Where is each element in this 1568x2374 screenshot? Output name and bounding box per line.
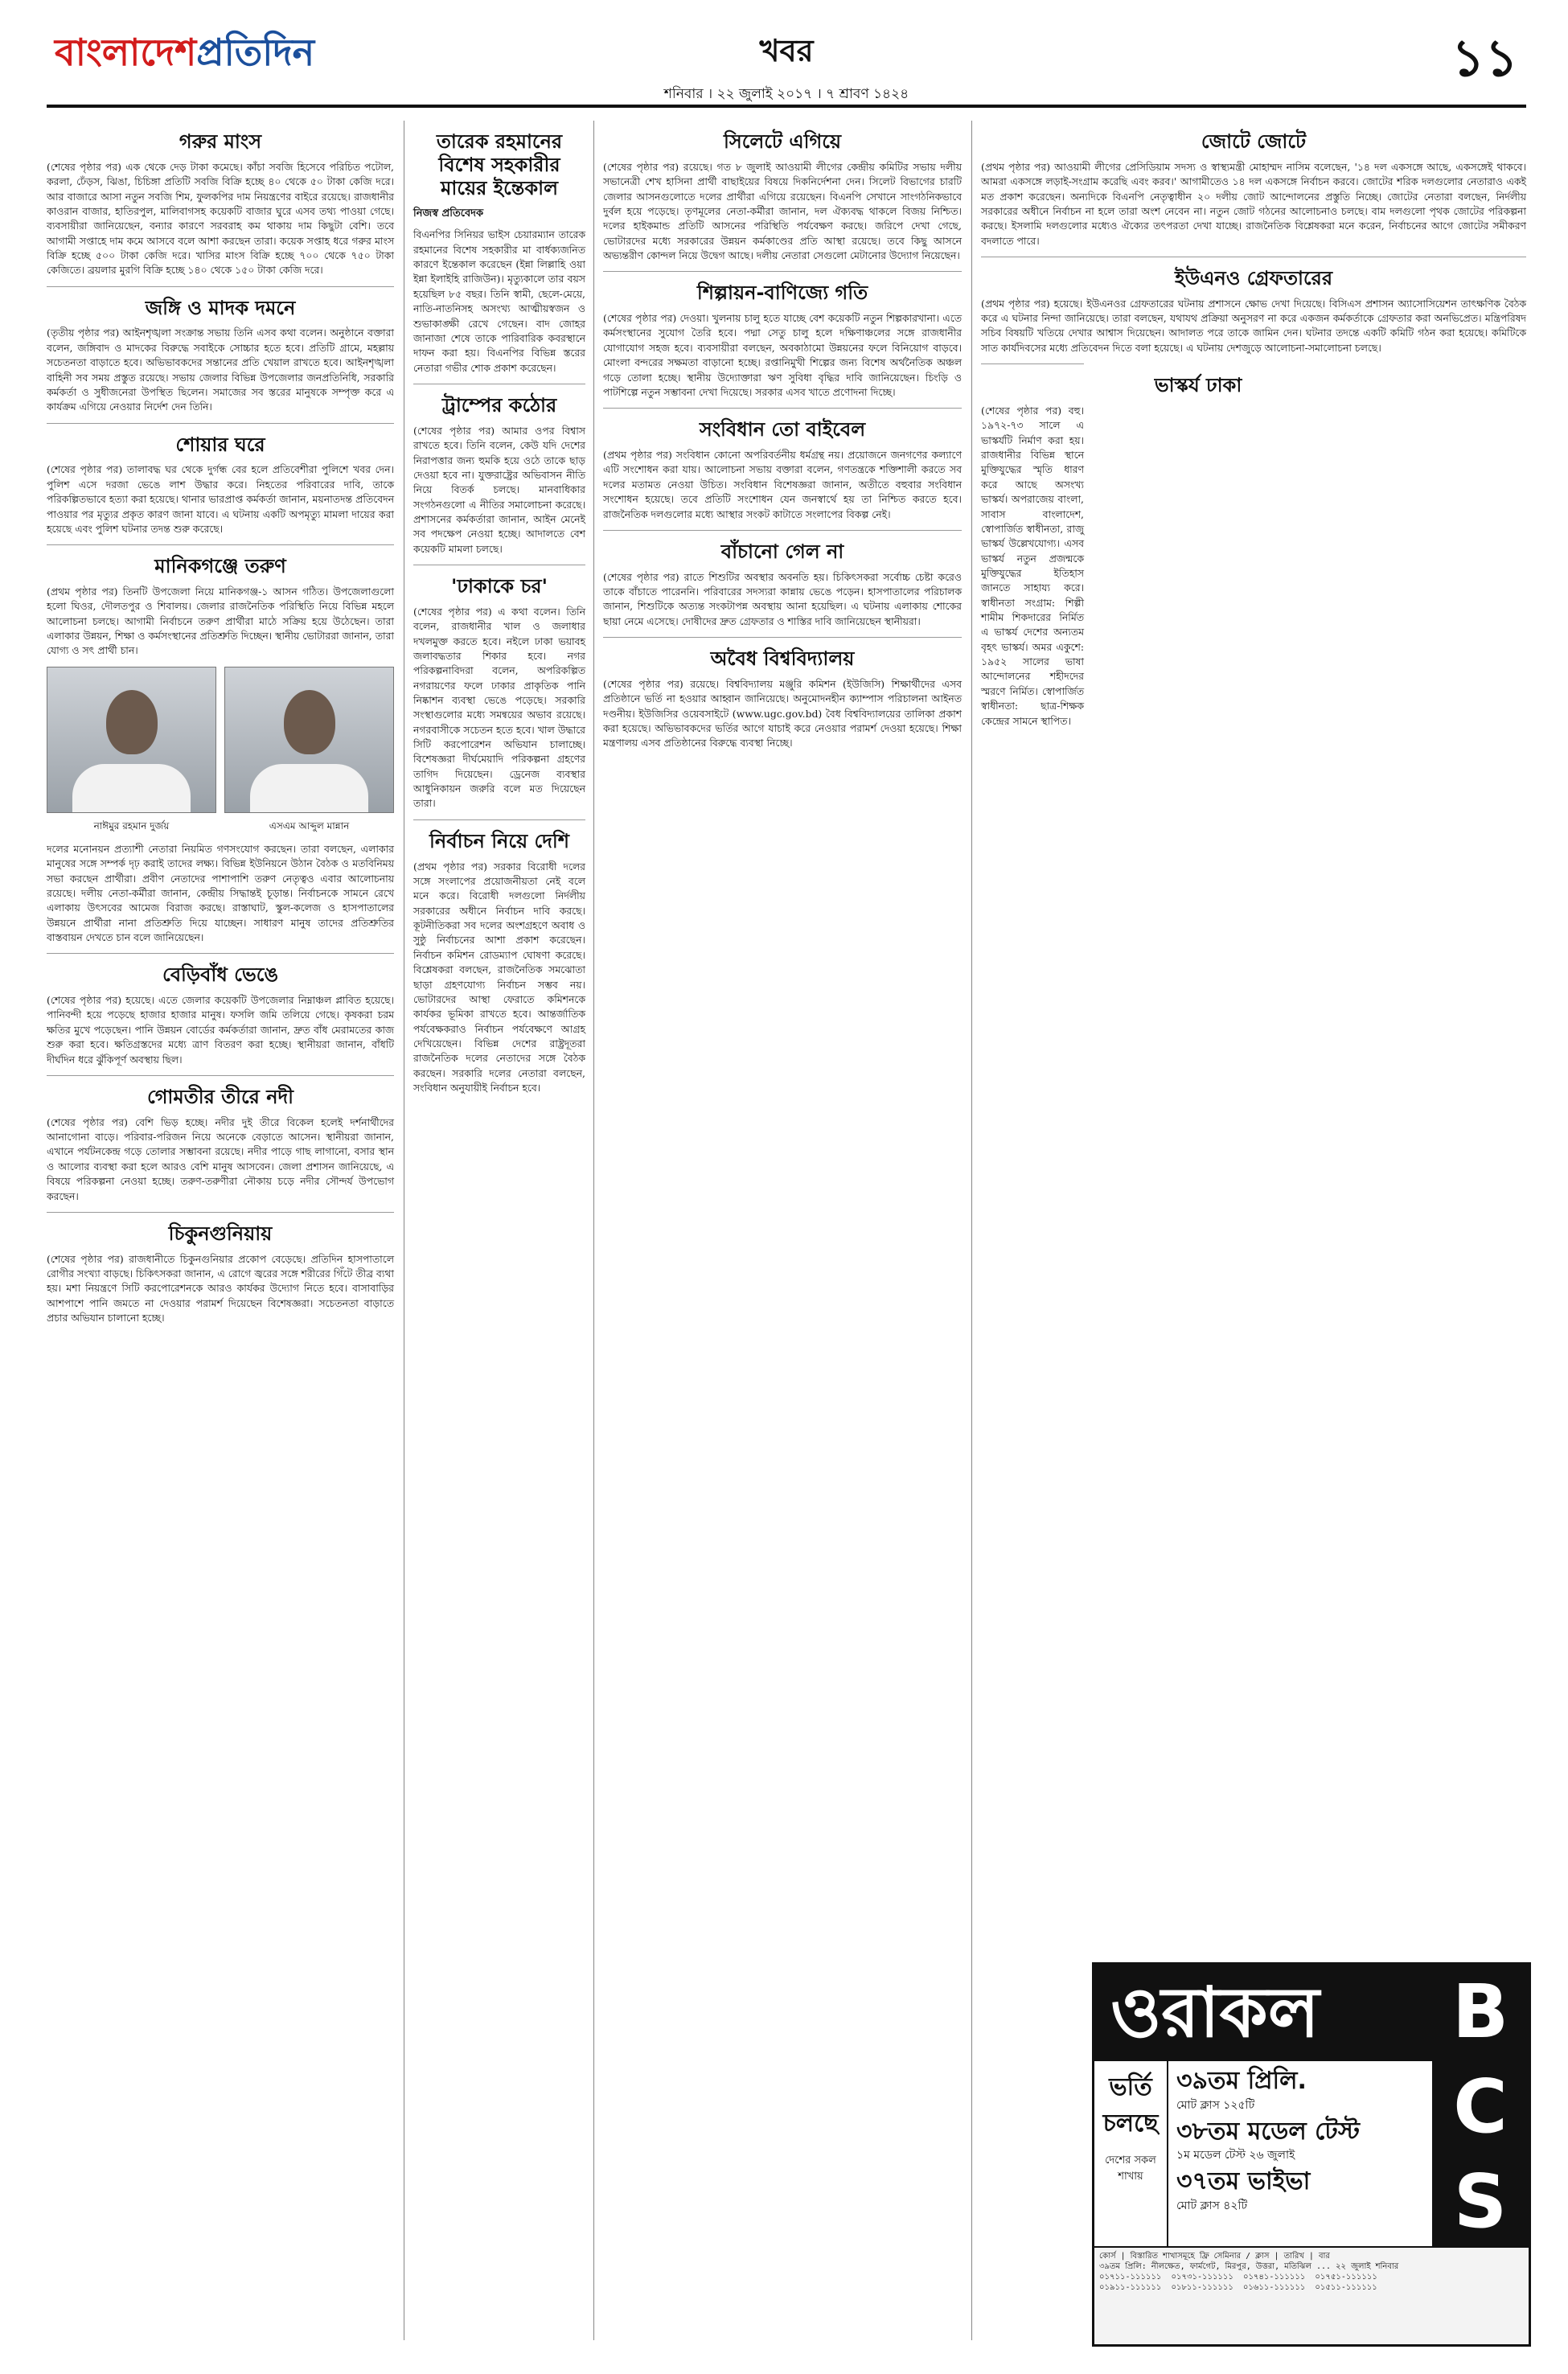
story-songbidhan[interactable] — [603, 408, 962, 522]
story-body: (তৃতীয় পৃষ্ঠার পর) আইনশৃঙ্খলা সংক্রান্ত সভায় তিনি এসব কথা বলেন। অনুষ্ঠানে বক্তারা বলেন, জঙ্গিবাদ ও মাদকের বিরুদ্ধে সবাইকে সোচ্চার হতে হবে। প্রতিটি গ্রামে, মহল্লায় সচেতনতা বাড়াতে হবে। অভিভাবকদের সন্তানের প্রতি খেয়াল রাখতে হবে। আইনশৃঙ্খলা বাহিনী সব সময় প্রস্তুত রয়েছে। সভায় জেলার বিভিন্ন উপজেলার জনপ্রতিনিধি, সরকারি কর্মকর্তা ও সুধীজনেরা উপস্থিত ছিলেন। সমাজের সব স্তরের মানুষকে সম্পৃক্ত করে এ কার্যক্রম এগিয়ে নেওয়ার নির্দেশ দেন তিনি। — [47, 327, 394, 413]
story-body: (শেষের পৃষ্ঠার পর) বহু। ১৯৭২-৭৩ সালে এ ভাস্কর্যটি নির্মাণ করা হয়। রাজধানীর বিভিন্ন স্থানে মুক্তিযুদ্ধের স্মৃতি ধারণ করে আছে অসংখ্য ভাস্কর্য। অপরাজেয় বাংলা, সাবাস বাংলাদেশ, স্বোপার্জিত স্বাধীনতা, রাজু ভাস্কর্য উল্লেখযোগ্য। এসব ভাস্কর্য নতুন প্রজন্মকে মুক্তিযুদ্ধের ইতিহাস জানতে সাহায্য করে। স্বাধীনতা সংগ্রাম: শিল্পী শামীম শিকদারের নির্মিত এ ভাস্কর্য দেশের অন্যতম বৃহৎ ভাস্কর্য। অমর একুশে: ১৯৫২ সালের ভাষা আন্দোলনের শহীদদের স্মরণে নির্মিত। স্বোপার্জিত স্বাধীনতা: ছাত্র-শিক্ষক কেন্দ্রের সামনে স্থাপিত। — [981, 404, 1084, 727]
section-title: খবর — [759, 33, 814, 68]
story-tarek-sohokari[interactable] — [413, 121, 585, 376]
story-uno-grefter[interactable] — [981, 257, 1526, 355]
story-headline: বেড়িবাঁধ ভেঙে — [162, 963, 279, 987]
column-divider — [971, 121, 972, 2340]
story-headline: বাঁচানো গেল না — [720, 540, 844, 563]
story-body: (প্রথম পৃষ্ঠার পর) সরকার বিরোধী দলের সঙ্গে সংলাপের প্রয়োজনীয়তা নেই বলে মনে করে। বিরোধী দলগুলো নির্দলীয় সরকারের অধীনে নির্বাচন দাবি করছে। কূটনীতিকরা সব দলের অংশগ্রহণে অবাধ ও সুষ্ঠু নির্বাচনের আশা প্রকাশ করেছেন। নির্বাচন কমিশন রোডম্যাপ ঘোষণা করেছে। বিশ্লেষকরা বলছেন, রাজনৈতিক সমঝোতা ছাড়া গ্রহণযোগ্য নির্বাচন সম্ভব নয়। ভোটারদের আস্থা ফেরাতে কমিশনকে কার্যকর ভূমিকা রাখতে হবে। আন্তর্জাতিক পর্যবেক্ষকরাও নির্বাচন পর্যবেক্ষণে আগ্রহ দেখিয়েছেন। বিভিন্ন দেশের রাষ্ট্রদূতরা রাজনৈতিক দলের নেতাদের সঙ্গে বৈঠক করছেন। সরকারি দলের নেতারা বলছেন, সংবিধান অনুযায়ীই নির্বাচন হবে। — [413, 860, 585, 1095]
candidate-photos — [47, 667, 394, 813]
ad-bcs-letters — [1432, 1965, 1529, 2250]
story-beribandh[interactable] — [47, 953, 394, 1067]
ad-line-title: ৩৮তম মডেল টেস্ট — [1176, 2117, 1360, 2146]
ad-bcs-letter: B — [1451, 1969, 1509, 2055]
story-body: (শেষের পৃষ্ঠার পর) রাতে শিশুটির অবস্থার অবনতি হয়। চিকিৎসকরা সর্বোচ্চ চেষ্টা করেও তাকে বাঁচাতে পারেননি। পরিবারের সদস্যরা কান্নায় ভেঙে পড়েন। হাসপাতালের পরিচালক জানান, শিশুটিকে অত্যন্ত সংকটাপন্ন অবস্থায় আনা হয়েছিল। এ ঘটনায় এলাকায় শোকের ছায়া নেমে এসেছে। দোষীদের দ্রুত গ্রেফতার ও শাস্তির দাবি জানিয়েছেন স্থানীয়রা। — [603, 570, 962, 627]
column-3 — [603, 121, 962, 759]
ad-course-list — [1094, 2061, 1432, 2250]
story-body: (প্রথম পৃষ্ঠার পর) তিনটি উপজেলা নিয়ে মানিকগঞ্জ-১ আসন গঠিত। উপজেলাগুলো হলো ঘিওর, দৌলতপুর ও শিবালয়। জেলার রাজনৈতিক পরিস্থিতি নিয়ে বিভিন্ন মহলে আলোচনা চলছে। আগামী নির্বাচনে তরুণ প্রার্থীরা মাঠে সক্রিয় হয়ে উঠেছেন। তারা এলাকার উন্নয়ন, শিক্ষা ও কর্মসংস্থানের প্রতিশ্রুতি দিচ্ছেন। স্থানীয় ভোটাররা জানান, তারা যোগ্য ও সৎ প্রার্থী চান। — [47, 585, 394, 657]
photo-caption: নাঈমুর রহমান দুর্জয় — [93, 819, 170, 832]
column-2 — [413, 121, 585, 1103]
candidate-photo[interactable] — [224, 667, 394, 813]
dateline: শনিবার । ২২ জুলাই ২০১৭ । ৭ শ্রাবণ ১৪২৪ — [663, 86, 909, 102]
story-gorur-mangsho[interactable] — [47, 121, 394, 278]
story-manikganje-torun[interactable] — [47, 544, 394, 945]
story-dhaka-chor[interactable] — [413, 565, 585, 811]
story-body: (শেষের পৃষ্ঠার পর) এক থেকে দেড় টাকা কমেছে। কাঁচা সবজি হিসেবে পরিচিত পটোল, করলা, ঢেঁড়স, ঝিঙা, চিচিঙ্গা প্রতিটি সবজি বিক্রি হচ্ছে ৪০ থেকে ৫০ টাকা কেজি দরে। আর বাজারে আসা নতুন সবজি শিম, ফুলকপির দাম নিয়ন্ত্রণের বাইরে রয়েছে। রাজধানীর কাওরান বাজার, হাতিরপুল, মালিবাগসহ কয়েকটি বাজার ঘুরে এসব তথ্য পাওয়া গেছে। ব্যবসায়ীরা জানিয়েছেন, বন্যার কারণে সরবরাহ কম থাকায় দাম কিছুটা বেশি। তবে আগামী সপ্তাহে দাম কমে আসবে বলে আশা করছেন তারা। কয়েক সপ্তাহ ধরে গরুর মাংস বিক্রি হচ্ছে ৫০০ টাকা কেজি দরে। খাসির মাংস বিক্রি হচ্ছে ৭০০ থেকে ৭৫০ টাকা কেজিতে। ব্রয়লার মুরগি বিক্রি হচ্ছে ১৪০ থেকে ১৫০ টাকা কেজি দরে। — [47, 160, 394, 277]
oracle-bcs-advertisement[interactable] — [1092, 1962, 1531, 2347]
ad-line-note: মোট ক্লাস ৪২টি — [1176, 2199, 1248, 2212]
story-body: (শেষের পৃষ্ঠার পর) এ কথা বলেন। তিনি বলেন, রাজধানীর খাল ও জলাধার দখলমুক্ত করতে হবে। নইলে ঢাকা ভয়াবহ জলাবদ্ধতার শিকার হবে। নগর পরিকল্পনাবিদরা বলেন, অপরিকল্পিত নগরায়ণের ফলে ঢাকার প্রাকৃতিক পানি নিষ্কাশন ব্যবস্থা ভেঙে পড়েছে। সরকারি সংস্থাগুলোর মধ্যে সমন্বয়ের অভাব রয়েছে। নগরবাসীকে সচেতন হতে হবে। খাল উদ্ধারে সিটি করপোরেশন অভিযান চালাচ্ছে। বিশেষজ্ঞরা দীর্ঘমেয়াদি পরিকল্পনা গ্রহণের তাগিদ দিয়েছেন। ড্রেনেজ ব্যবস্থার আধুনিকায়ন জরুরি বলে মত দিয়েছেন তারা। — [413, 605, 585, 810]
story-headline: গরুর মাংস — [179, 130, 262, 153]
story-chikungunya[interactable] — [47, 1212, 394, 1326]
story-body: (শেষের পৃষ্ঠার পর) বেশি ভিড় হচ্ছে। নদীর দুই তীরে বিকেল হলেই দর্শনার্থীদের আনাগোনা বাড়ে। পরিবার-পরিজন নিয়ে অনেকে বেড়াতে আসেন। স্থানীয়রা জানান, এখানে পর্যটনকেন্দ্র গড়ে তোলার সম্ভাবনা রয়েছে। নদীর পাড়ে গাছ লাগানো, বসার স্থান ও আলোর ব্যবস্থা করা হলে আরও বেশি মানুষ আসবেন। জেলা প্রশাসন জানিয়েছে, এ বিষয়ে পরিকল্পনা নেওয়া হচ্ছে। তরুণ-তরুণীরা নৌকায় চড়ে নদীর সৌন্দর্য উপভোগ করছেন। — [47, 1115, 394, 1202]
story-bachano-gelo-na[interactable] — [603, 530, 962, 629]
story-body: (শেষের পৃষ্ঠার পর) রয়েছে। গত ৮ জুলাই আওয়ামী লীগের কেন্দ্রীয় কমিটির সভায় দলীয় সভানেত্রী শেখ হাসিনা প্রার্থী বাছাইয়ের বিষয়ে দিকনির্দেশনা দেন। সিলেট বিভাগের চারটি জেলার আসনগুলোতে দলের প্রার্থীরা এগিয়ে রয়েছেন। বিএনপি সেখানে সাংগঠনিকভাবে দুর্বল হয়ে পড়েছে। তৃণমূলের নেতা-কর্মীরা জানান, দল ঐক্যবদ্ধ থাকলে বিজয় নিশ্চিত। দলের হাইকমান্ড প্রতিটি আসনের পরিস্থিতি পর্যবেক্ষণ করছে। জরিপে দেখা গেছে, ভোটারদের মধ্যে সরকারের উন্নয়ন কর্মকাণ্ডের প্রতি আস্থা রয়েছে। তবে কিছু আসনে অভ্যন্তরীণ কোন্দল নিয়ে উদ্বেগ আছে। দলীয় নেতারা সেগুলো মেটানোর উদ্যোগ নিয়েছেন। — [603, 160, 962, 261]
story-trump[interactable] — [413, 384, 585, 557]
story-headline: তারেক রহমানের বিশেষ সহকারীর মায়ের ইন্তেকাল — [436, 130, 563, 199]
story-shilpayon[interactable] — [603, 271, 962, 400]
ad-side-note: দেশের সকল শাখায় — [1105, 2154, 1156, 2183]
story-headline: অবৈধ বিশ্ববিদ্যালয় — [710, 647, 855, 671]
story-body: (প্রথম পৃষ্ঠার পর) আওয়ামী লীগের প্রেসিডিয়াম সদস্য ও স্বাস্থ্যমন্ত্রী মোহাম্মদ নাসিম বলেছেন, '১৪ দল একসঙ্গে আছে, একসঙ্গেই থাকবে। আমরা একসঙ্গে লড়াই-সংগ্রাম করেছি এবং করব।' আগামীতেও ১৪ দল একসঙ্গে নির্বাচন করবে। জোটের শরিক দলগুলোর নেতারাও একই মত প্রকাশ করেছেন। অন্যদিকে বিএনপি নেতৃত্বাধীন ২০ দলীয় জোট আন্দোলনের প্রস্তুতি নিচ্ছে। জোটের নেতারা বলছেন, নির্দলীয় সরকারের অধীনে নির্বাচন না হলে তারা অংশ নেবেন না। নতুন জোট গঠনের আলোচনাও চলছে। বাম দলগুলো পৃথক জোটের পরিকল্পনা করছে। ইসলামি দলগুলোর মধ্যেও ঐক্যের তৎপরতা দেখা যাচ্ছে। রাজনৈতিক বিশ্লেষকরা মনে করেন, নির্বাচনের আগে জোটের সমীকরণ বদলাতে পারে। — [981, 160, 1526, 247]
story-body: দলের মনোনয়ন প্রত্যাশী নেতারা নিয়মিত গণসংযোগ করছেন। তারা বলছেন, এলাকার মানুষের সঙ্গে সম্পর্ক দৃঢ় করাই তাদের লক্ষ্য। বিভিন্ন ইউনিয়নে উঠান বৈঠক ও মতবিনিময় সভা করছেন প্রার্থীরা। প্রবীণ নেতাদের পাশাপাশি তরুণ নেতৃত্বও এবার আলোচনায় রয়েছে। দলীয় নেতা-কর্মীরা জানান, কেন্দ্রীয় সিদ্ধান্তই চূড়ান্ত। নির্বাচনকে সামনে রেখে এলাকায় উৎসবের আমেজ বিরাজ করছে। রাস্তাঘাট, স্কুল-কলেজ ও হাসপাতালের উন্নয়নে প্রার্থীরা নানা প্রতিশ্রুতি দিয়ে যাচ্ছেন। সাধারণ মানুষ তাদের প্রতিশ্রুতির বাস্তবায়ন দেখতে চান বলে জানিয়েছেন। — [47, 842, 395, 943]
story-body: (শেষের পৃষ্ঠার পর) রাজধানীতে চিকুনগুনিয়ার প্রকোপ বেড়েছে। প্রতিদিন হাসপাতালে রোগীর সংখ্যা বাড়ছে। চিকিৎসকরা জানান, এ রোগে জ্বরের সঙ্গে শরীরের গিঁটে তীব্র ব্যথা হয়। মশা নিয়ন্ত্রণে সিটি করপোরেশনকে আরও কার্যকর উদ্যোগ নিতে হবে। বাসাবাড়ির আশপাশে পানি জমতে না দেওয়ার পরামর্শ দিয়েছেন বিশেষজ্ঞরা। সচেতনতা বাড়াতে প্রচার অভিযান চালানো হচ্ছে। — [47, 1252, 394, 1325]
story-headline: চিকুনগুনিয়ায় — [168, 1222, 273, 1245]
story-sylhete-egiye[interactable] — [603, 121, 962, 263]
story-headline: গোমতীর তীরে নদী — [146, 1085, 294, 1108]
story-body: (শেষের পৃষ্ঠার পর) আমার ওপর বিশ্বাস রাখতে হবে। তিনি বলেন, কেউ যদি দেশের নিরাপত্তার জন্য হুমকি হয়ে ওঠে তাকে ছাড় দেওয়া হবে না। যুক্তরাষ্ট্রের অভিবাসন নীতি নিয়ে বিতর্ক চলছে। মানবাধিকার সংগঠনগুলো এ নীতির সমালোচনা করেছে। প্রশাসনের কর্মকর্তারা জানান, আইন মেনেই সব পদক্ষেপ নেওয়া হচ্ছে। আদালতে বেশ কয়েকটি মামলা চলছে। — [413, 424, 585, 555]
ad-line-note: ১ম মডেল টেস্ট ২৬ জুলাই — [1176, 2149, 1295, 2162]
story-body: বিএনপির সিনিয়র ভাইস চেয়ারম্যান তারেক রহমানের বিশেষ সহকারীর মা বার্ধক্যজনিত কারণে ইন্তেকাল করেছেন (ইন্না লিল্লাহি ওয়া ইন্না ইলাইহি রাজিউন)। মৃত্যুকালে তার বয়স হয়েছিল ৮৫ বছর। তিনি স্বামী, ছেলে-মেয়ে, নাতি-নাতনিসহ অসংখ্য আত্মীয়স্বজন ও শুভাকাঙ্ক্ষী রেখে গেছেন। বাদ জোহর জানাজা শেষে তাকে পারিবারিক কবরস্থানে দাফন করা হয়। বিএনপির বিভিন্ন স্তরের নেতারা গভীর শোক প্রকাশ করেছেন। — [413, 228, 585, 374]
story-headline: মানিকগঞ্জে তরুণ — [154, 555, 286, 578]
ad-vertical-text: ভর্তি চলছে — [1102, 2073, 1159, 2138]
story-body: (প্রথম পৃষ্ঠার পর) সংবিধান কোনো অপরিবর্তনীয় ধর্মগ্রন্থ নয়। প্রয়োজনে জনগণের কল্যাণে এটি সংশোধন করা যায়। আলোচনা সভায় বক্তারা বলেন, গণতন্ত্রকে শক্তিশালী করতে সব দলের মতামত নেওয়া উচিত। সংবিধান বিশেষজ্ঞরা জানান, অতীতে বহুবার সংবিধান সংশোধন হয়েছে। তবে প্রতিটি সংশোধন যেন জনস্বার্থে হয় তা নিশ্চিত করতে হবে। রাজনৈতিক দলগুলোর মধ্যে আস্থার সংকট কাটাতে সংলাপের বিকল্প নেই। — [603, 449, 962, 520]
story-headline: সিলেটে এগিয়ে — [724, 130, 841, 153]
logo-part2: প্রতিদিন — [196, 31, 315, 74]
ad-brand: ওরাকল — [1094, 1965, 1529, 2061]
story-body: (শেষের পৃষ্ঠার পর) তালাবদ্ধ ঘর থেকে দুর্গন্ধ বের হলে প্রতিবেশীরা পুলিশে খবর দেন। পুলিশ এসে দরজা ভেঙে লাশ উদ্ধার করে। নিহতের পরিবারের দাবি, তাকে পরিকল্পিতভাবে হত্যা করা হয়েছে। থানার ভারপ্রাপ্ত কর্মকর্তা জানান, ময়নাতদন্ত প্রতিবেদন পাওয়ার পর মৃত্যুর প্রকৃত কারণ জানা যাবে। এ ঘটনায় একটি অপমৃত্যু মামলা দায়ের করা হয়েছে এবং পুলিশ ঘটনার তদন্ত শুরু করেছে। — [47, 463, 394, 535]
story-shoar-ghore[interactable] — [47, 423, 394, 537]
column-4 — [981, 121, 1526, 737]
story-headline: 'ঢাকাকে চর' — [451, 575, 548, 598]
ad-line-note: মোট ক্লাস ১২৫টি — [1176, 2098, 1255, 2112]
story-headline: ট্রাম্পের কঠোর — [441, 393, 557, 417]
column-divider — [593, 121, 594, 2340]
story-headline: শোয়ার ঘরে — [175, 433, 265, 456]
masthead-rule — [47, 105, 1526, 108]
photo-caption: এসএম আব্দুল মান্নান — [269, 819, 350, 832]
ad-lines — [1168, 2061, 1432, 2250]
story-headline: জোটে জোটে — [1201, 130, 1307, 153]
story-headline: শিল্পায়ন-বাণিজ্যে গতি — [696, 281, 868, 305]
logo-part1: বাংলাদেশ — [55, 31, 197, 74]
page-number: ১১ — [1451, 29, 1518, 88]
story-oboidh-university[interactable] — [603, 637, 962, 751]
ad-bcs-letter: C — [1453, 2064, 1508, 2150]
photo-captions — [47, 819, 394, 836]
story-jote-jote[interactable] — [981, 121, 1526, 248]
story-byline: নিজস্ব প্রতিবেদক — [413, 207, 484, 220]
story-headline: জঙ্গি ও মাদক দমনে — [145, 296, 296, 319]
masthead — [47, 24, 1526, 88]
ad-branch-table: কোর্স | বিস্তারিত শাখাসমূহে ফ্রি সেমিনার / ক্লাস | তারিখ | বার ৩৯তম প্রিলি: নীলক্ষেত, ফার্মগেট, মিরপুর, উত্তরা, মতিঝিল ... ২২ জুলাই শনিবার ০১৭১১-১১১১১১ ০১৭৩১-১১১১১১ ০১৭৪১-১১১১১১ ০১৭৫১-১১১১১১ ০১৯১১-১১১১১১ ০১৮১১-১১১১১১ ০১৬১১-১১১১১১ ০১৫১১-১১১১১১ — [1094, 2246, 1529, 2344]
story-body: (শেষের পৃষ্ঠার পর) হয়েছে। এতে জেলার কয়েকটি উপজেলার নিম্নাঞ্চল প্লাবিত হয়েছে। পানিবন্দী হয়ে পড়েছে হাজার হাজার মানুষ। ফসলি জমি তলিয়ে গেছে। কৃষকরা চরম ক্ষতির মুখে পড়েছেন। পানি উন্নয়ন বোর্ডের কর্মকর্তারা জানান, দ্রুত বাঁধ মেরামতের কাজ শুরু করা হবে। ক্ষতিগ্রস্তদের মধ্যে ত্রাণ বিতরণ করা হচ্ছে। স্থানীয়রা জানান, বাঁধটি দীর্ঘদিন ধরে ঝুঁকিপূর্ণ অবস্থায় ছিল। — [47, 994, 394, 1066]
story-headline: সংবিধান তো বাইবেল — [699, 418, 866, 442]
ad-line-title: ৩৯তম প্রিলি. — [1176, 2067, 1307, 2095]
story-headline: ভাস্কর্য ঢাকা — [1154, 374, 1242, 397]
ad-bcs-letter: S — [1453, 2158, 1508, 2245]
column-1 — [47, 121, 394, 1333]
story-headline: নির্বাচন নিয়ে দেশি — [429, 829, 569, 852]
story-gomoti[interactable] — [47, 1075, 394, 1204]
ad-line-title: ৩৭তম ভাইভা — [1176, 2167, 1311, 2195]
story-headline: ইউএনও গ্রেফতারের — [1174, 266, 1333, 290]
story-body: (শেষের পৃষ্ঠার পর) দেওয়া। খুলনায় চালু হতে যাচ্ছে বেশ কয়েকটি নতুন শিল্পকারখানা। এতে কর্মসংস্থানের সুযোগ তৈরি হবে। পদ্মা সেতু চালু হলে দক্ষিণাঞ্চলের সঙ্গে রাজধানীর যোগাযোগ সহজ হবে। ব্যবসায়ীরা বলছেন, অবকাঠামো উন্নয়নের ফলে বিনিয়োগ বাড়বে। মোংলা বন্দরের সক্ষমতা বাড়ানো হচ্ছে। রপ্তানিমুখী শিল্পের জন্য বিশেষ অর্থনৈতিক অঞ্চল গড়ে তোলা হচ্ছে। স্থানীয় উদ্যোক্তারা ঋণ সুবিধা বৃদ্ধির দাবি জানিয়েছেন। চিংড়ি ও পাটশিল্পে নতুন সম্ভাবনা দেখা দিয়েছে। সরকার এসব খাতে প্রণোদনা দিচ্ছে। — [603, 312, 962, 398]
story-nirbachon[interactable] — [413, 819, 585, 1096]
story-jongi-madok[interactable] — [47, 286, 394, 415]
story-body: (শেষের পৃষ্ঠার পর) রয়েছে। বিশ্ববিদ্যালয় মঞ্জুরি কমিশন (ইউজিসি) শিক্ষার্থীদের এসব প্রতিষ্ঠানে ভর্তি না হওয়ার আহ্বান জানিয়েছে। অনুমোদনহীন ক্যাম্পাস পরিচালনা আইনত দণ্ডনীয়। ইউজিসির ওয়েবসাইটে (www.ugc.gov.bd) বৈধ বিশ্ববিদ্যালয়ের তালিকা প্রকাশ করা হয়েছে। অভিভাবকদের ভর্তির আগে যাচাই করে নেওয়ার পরামর্শ দেওয়া হয়েছে। শিক্ষা মন্ত্রণালয় এসব প্রতিষ্ঠানের বিরুদ্ধে ব্যবস্থা নিচ্ছে। — [603, 677, 962, 750]
ad-vertical-label — [1094, 2061, 1168, 2250]
story-bhaskorjo-dhaka[interactable] — [981, 363, 1242, 729]
story-body: (প্রথম পৃষ্ঠার পর) হয়েছে। ইউএনওর গ্রেফতারের ঘটনায় প্রশাসনে ক্ষোভ দেখা দিয়েছে। বিসিএস প্রশাসন অ্যাসোসিয়েশন তাৎক্ষণিক বৈঠক করে এ ঘটনার নিন্দা জানিয়েছে। তারা বলছেন, যথাযথ প্রক্রিয়া অনুসরণ না করে একজন কর্মকর্তাকে গ্রেফতার করা অনভিপ্রেত। মন্ত্রিপরিষদ সচিব বিষয়টি খতিয়ে দেখার আশ্বাস দিয়েছেন। আদালত পরে তাকে জামিন দেন। ঘটনার তদন্তে একটি কমিটি গঠন করা হয়েছে। কমিটিকে সাত কার্যদিবসের মধ্যে প্রতিবেদন দিতে বলা হয়েছে। এ ঘটনায় দেশজুড়ে আলোচনা-সমালোচনা চলছে। — [981, 297, 1526, 354]
candidate-photo[interactable] — [47, 667, 216, 813]
